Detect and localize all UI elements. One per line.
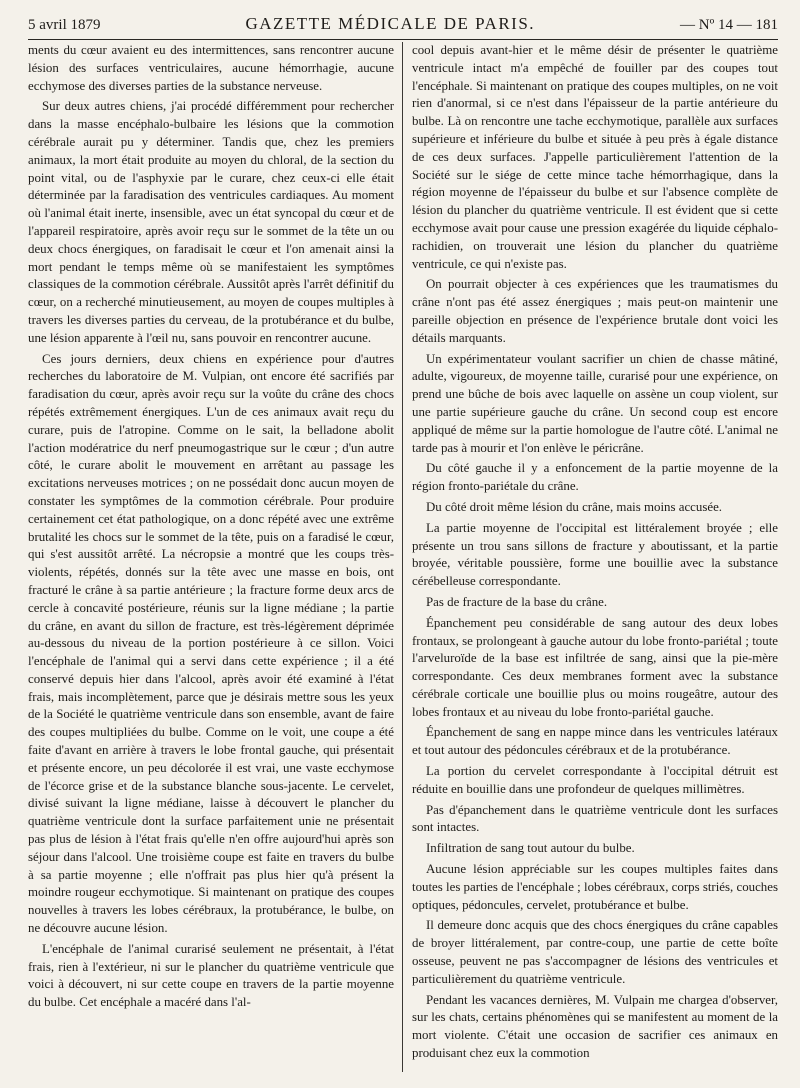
paragraph: Épanchement de sang en nappe mince dans les ventricules latéraux et tout autour des pédoncules cérébraux et de la protubérance. bbox=[412, 725, 778, 758]
paragraph: Aucune lésion appréciable sur les coupes multiples faites dans toutes les parties de l'encéphale ; lobes cérébraux, corps striés, couches optiques, pédoncules, cervelet, protubérance et bulbe. bbox=[412, 862, 778, 912]
paragraph: ments du cœur avaient eu des intermittences, sans rencontrer aucune lésion des surfaces ventriculaires, aucune hémorrhagie, aucune ecchymose des diverses parties de la substance nerveuse. bbox=[28, 43, 394, 93]
paragraph: cool depuis avant-hier et le même désir de présenter le quatrième ventricule intact m'a empêché de fouiller par des coupes tout l'encéphale. Si maintenant on pratique des coupes multiples, on ne voit rien d'anormal, si ce n'est dans l'épaisseur de la partie antérieure du bulbe. Là on rencontre une tache ecchymotique, parallèle aux surfaces supérieure et inférieure du bulbe et située à peu près à égale distance de ces deux surfaces. J'appelle particulièrement l'attention de la Société sur le siége de cette mince tache hémorrhagique, dans la région moyenne de l'épaisseur du bulbe et sur l'absence complète de lésion du plancher du quatrième ventricule. Il est évident que si cette ecchymose avait pour cause une pression exagérée du liquide céphalo-rachidien, on trouverait une lésion du plancher du quatrième ventricule, ce qui n'existe pas. bbox=[412, 43, 778, 271]
paragraph: Pas d'épanchement dans le quatrième ventricule dont les surfaces sont intactes. bbox=[412, 802, 778, 835]
paragraph: Pendant les vacances dernières, M. Vulpain me chargea d'observer, sur les chats, certains phénomènes qui se manifestent au moment de la mort violente. C'était une occasion de sacrifier ces animaux en produisant chez eux la commotion bbox=[412, 992, 778, 1061]
paragraph: Pas de fracture de la base du crâne. bbox=[426, 594, 608, 609]
left-column bbox=[28, 42, 402, 1072]
paragraph: Épanchement peu considérable de sang autour des deux lobes frontaux, se prolongeant à gauche autour du lobe fronto-pariétal ; toute l'arveluroïde de la base est infiltrée de sang, ainsi que la pie-mère correspondante. Ces deux membranes forment avec la substance cérébrale corticale une bouillie plus ou moins rougeâtre, autour des lobes frontaux et au niveau du lobe fronto-pariétal gauche. bbox=[412, 615, 778, 719]
issue-date: 5 avril 1879 bbox=[28, 17, 101, 33]
paragraph: Il demeure donc acquis que des chocs énergiques du crâne capables de broyer littéralement, par contre-coup, une partie de cette boîte osseuse, peuvent ne pas s'accompagner de lésions des ventricules et particulièrement du quatrième ventricule. bbox=[412, 918, 778, 986]
paragraph: Infiltration de sang tout autour du bulbe. bbox=[426, 841, 635, 856]
paragraph: On pourrait objecter à ces expériences que les traumatismes du crâne n'ont pas été assez énergiques ; mais peut-on maintenir une pareille objection en présence de l'expérience brutale dont voici les détails marquants. bbox=[412, 277, 778, 345]
page-number: — Nº 14 — 181 bbox=[680, 17, 778, 33]
paragraph: Du côté droit même lésion du crâne, mais moins accusée. bbox=[426, 499, 723, 514]
paragraph: La partie moyenne de l'occipital est littéralement broyée ; elle présente un trou sans sillons de fracture y aboutissant, et la partie broyée, véritable poussière, forme une bouillie avec la substance cérébelleuse correspondante. bbox=[412, 520, 778, 589]
paragraph: La portion du cervelet correspondante à l'occipital détruit est réduite en bouillie dans une profondeur de quelques millimètres. bbox=[412, 764, 778, 796]
text-columns bbox=[28, 42, 778, 1072]
paragraph: Un expérimentateur voulant sacrifier un chien de chasse mâtiné, adulte, vigoureux, de moyenne taille, curarisé pour une expérience, on prend une bûche de bois avec laquelle on assène un coup violent, sur une partie supérieure gauche du crâne. Un second coup est encore appliqué de même sur la partie homologue de l'autre côté. L'animal ne tarde pas à mourir et l'on enlève le péricrâne. bbox=[412, 351, 778, 455]
paragraph: Sur deux autres chiens, j'ai procédé différemment pour rechercher dans la masse encéphalo-bulbaire les lésions que la commotion cérébrale aurait pu y déterminer. Tandis que, chez les premiers animaux, la mort était produite au moyen du chloral, de la section du point vital, ou de l'asphyxie par le curare, chez ceux-ci elle était déterminée par la faradisation des ventricules cardiaques. Au moment où l'animal était inerte, insensible, avec un état syncopal du cœur et de l'appareil respiratoire, après avoir reçu sur le sommet de la tête un ou deux chocs énergiques, on faradisait le cœur et l'on amenait ainsi la mort pendant le temps même où se manifestaient les symptômes classiques de la commotion cérébrale. Aussitôt après l'arrêt définitif du cœur, on a recherché minutieusement, au moyen de coupes multiples à travers les diverses parties du cerveau, de la protubérance et du bulbe, une lésion apparente à l'œil nu, sans pouvoir en rencontrer aucune. bbox=[28, 99, 394, 345]
journal-title: GAZETTE MÉDICALE DE PARIS. bbox=[245, 14, 536, 33]
paragraph: Ces jours derniers, deux chiens en expérience pour d'autres recherches du laboratoire de M. Vulpian, ont encore été sacrifiés par faradisation du cœur, après avoir reçu sur la voûte du crâne des chocs répétés extrêmement énergiques. L'un de ces animaux avait reçu du curare, puis de l'atropine. Comme on le sait, la belladone abolit l'action modératrice du nerf pneumogastrique sur le cœur ; d'un autre côté, le curare abolit le mouvement en arrêtant au passage les excitations nerveuses motrices ; on ne possédait donc aucun moyen de constater les symptômes de la commotion cérébrale. Pour produire certainement cet état pathologique, on a donc répété avec une extrême brutalité les chocs sur le sommet de la tête, puis on a faradisé le cœur, qui s'est aussitôt arrêté. La nécropsie a montré que les coups très-violents, répétés, donnés sur la tête avec une masse en bois, ont fracturé le crâne à sa partie antérieure ; la fracture forme deux arcs de cercle à concavité postérieure, réunis sur la ligne médiane ; la partie du crâne, en avant du sillon de fracture, est très-légèrement déprimée au-dessous du niveau de la portion postérieure à ce sillon. Voici l'encéphale de l'animal qui a servi dans cette expérience ; il a été conservé depuis hier dans l'alcool, après avoir été examiné à l'état frais, mais incomplètement, parce que je désirais mettre sous les yeux de la Société le quatrième ventricule dans son ensemble, avant de faire des coupes multipliées du bulbe. Comme on le voit, une coupe a été faite d'avant en arrière à travers le lobe frontal gauche, qui présentait et présente encore, un peu décolorée il est vrai, une vaste ecchymose de l'écorce grise et de la substance blanche sous-jacente. Le cervelet, divisé suivant la ligne médiane, laisse à découvert le plancher du quatrième ventricule dont la surface parfaitement unie ne présentait pas plus de lésion à l'état frais qu'elle n'en offre aujourd'hui après son séjour dans l'alcool. Une troisième coupe est faite en travers du bulbe à sa partie moyenne ; elle n'offrait pas plus hier qu'à présent la moindre rougeur ecchymotique. Si maintenant on pratique des coupes nouvelles à travers les lobes cérébraux, la protubérance, le bulbe, on ne découvre aucune lésion. bbox=[28, 351, 394, 936]
page-header bbox=[28, 14, 778, 40]
paragraph: L'encéphale de l'animal curarisé seulement ne présentait, à l'état frais, rien à l'extérieur, ni sur le plancher du quatrième ventricule que voici à découvert, ni sur cette coupe en travers de la partie moyenne du bulbe. Cet encéphale a macéré dans l'al- bbox=[28, 941, 394, 1010]
paragraph: Du côté gauche il y a enfoncement de la partie moyenne de la région fronto-pariétale du crâne. bbox=[412, 461, 778, 494]
right-column bbox=[402, 42, 778, 1072]
